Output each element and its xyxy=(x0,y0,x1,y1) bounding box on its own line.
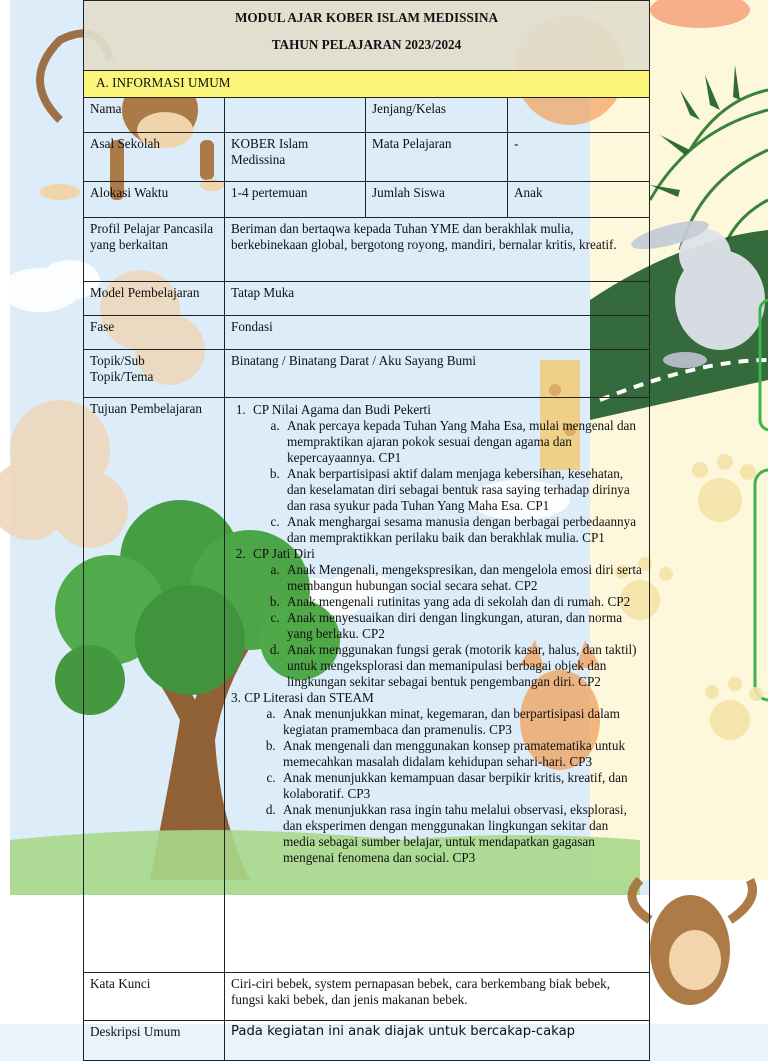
cp3-title: 3. CP Literasi dan STEAM xyxy=(231,690,374,705)
cp-list xyxy=(231,402,643,690)
topik-label xyxy=(84,350,225,398)
table-row xyxy=(84,1021,650,1061)
jumlah-siswa-value: Anak xyxy=(508,182,650,218)
cp2-sublist xyxy=(253,562,643,690)
cp1-sublist xyxy=(253,418,643,546)
list-item: a. Anak Mengenali, mengekspresikan, dan mengelola emosi diri serta membangun hubungan social secara sehat. CP2 xyxy=(283,562,643,594)
alokasi-waktu-value: 1-4 pertemuan xyxy=(225,182,366,218)
modul-ajar-document xyxy=(83,0,649,1061)
mata-pelajaran-label: Mata Pelajaran xyxy=(366,133,508,182)
table-row xyxy=(84,316,650,350)
topik-value: Binatang / Binatang Darat / Aku Sayang Bumi xyxy=(225,350,650,398)
jenjang-value xyxy=(508,98,650,133)
deskripsi-umum-label: Deskripsi Umum xyxy=(84,1021,225,1061)
title-line-2: TAHUN PELAJARAN 2023/2024 xyxy=(271,37,462,52)
list-item: b. Anak mengenali dan menggunakan konsep pramatematika untuk memecahkan masalah didalam kehidupan sehari-hari. CP3 xyxy=(279,738,643,770)
cp3-sublist xyxy=(231,706,643,866)
title-line-1: MODUL AJAR KOBER ISLAM MEDISSINA xyxy=(234,10,499,25)
list-item: b. Anak mengenali rutinitas yang ada di sekolah dan di rumah. CP2 xyxy=(283,594,643,610)
cp1-title: CP Nilai Agama dan Budi Pekerti xyxy=(253,402,431,417)
list-item: c. Anak menyesuaikan diri dengan lingkungan, aturan, dan norma yang berlaku. CP2 xyxy=(283,610,643,642)
table-row xyxy=(84,218,650,282)
asal-sekolah-label: Asal Sekolah xyxy=(84,133,225,182)
table-row xyxy=(84,398,650,973)
table-row xyxy=(84,133,650,182)
table-row xyxy=(84,98,650,133)
section-a-row xyxy=(84,71,650,98)
modul-table xyxy=(83,0,650,1061)
nama-label: Nama xyxy=(84,98,225,133)
model-pembelajaran-label: Model Pembelajaran xyxy=(84,282,225,316)
model-pembelajaran-value: Tatap Muka xyxy=(225,282,650,316)
deskripsi-umum-value: Pada kegiatan ini anak diajak untuk bercakap-cakap xyxy=(225,1021,650,1061)
list-item: a. Anak menunjukkan minat, kegemaran, dan berpartisipasi dalam kegiatan pramembaca dan pramenulis. CP3 xyxy=(279,706,643,738)
asal-sekolah-value: KOBER Islam Medissina xyxy=(225,133,366,182)
profil-pelajar-label: Profil Pelajar Pancasila yang berkaitan xyxy=(84,218,225,282)
table-row xyxy=(84,282,650,316)
list-item: d. Anak menunjukkan rasa ingin tahu melalui observasi, eksplorasi, dan eksperimen dengan menggunakan lingkungan sekitar dan media sebagai sumber belajar, untuk mendapatkan gagasan mengenai fenomena dan social. CP3 xyxy=(279,802,643,866)
kata-kunci-value: Ciri-ciri bebek, system pernapasan bebek, cara berkembang biak bebek, fungsi kaki bebek, dan jenis makanan bebek. xyxy=(225,973,650,1021)
kata-kunci-label: Kata Kunci xyxy=(84,973,225,1021)
list-item: a. Anak percaya kepada Tuhan Yang Maha Esa, mulai mengenal dan mempraktikan ajaran pokok sesuai dengan agama dan kepercayaannya. CP1 xyxy=(283,418,643,466)
jumlah-siswa-label: Jumlah Siswa xyxy=(366,182,508,218)
profil-pelajar-value: Beriman dan bertaqwa kepada Tuhan YME dan berakhlak mulia, berkebinekaan global, bergotong royong, mandiri, bernalar kritis, kreatif. xyxy=(225,218,650,282)
tujuan-pembelajaran-label: Tujuan Pembelajaran xyxy=(84,398,225,973)
mata-pelajaran-value: - xyxy=(508,133,650,182)
fase-label: Fase xyxy=(84,316,225,350)
tujuan-pembelajaran-value xyxy=(225,398,650,973)
jenjang-label: Jenjang/Kelas xyxy=(366,98,508,133)
fase-value: Fondasi xyxy=(225,316,650,350)
topik-label-line-2: Topik/Tema xyxy=(90,369,154,384)
topik-label-line-1: Topik/Sub xyxy=(90,353,145,368)
list-item: c. Anak menghargai sesama manusia dengan berbagai perbedaannya dan mempraktikkan perilaku baik dan berakhlak mulia. CP1 xyxy=(283,514,643,546)
list-item: c. Anak menunjukkan kemampuan dasar berpikir kritis, kreatif, dan kolaboratif. CP3 xyxy=(279,770,643,802)
list-item: d. Anak menggunakan fungsi gerak (motorik kasar, halus, dan taktil) untuk mengeksplorasi dan memanipulasi berbagai objek dan lingkungan sekitar sebagai bentuk pengembangan diri. CP2 xyxy=(283,642,643,690)
cp1-item xyxy=(249,402,643,546)
nama-value xyxy=(225,98,366,133)
list-item: b. Anak berpartisipasi aktif dalam menjaga kebersihan, kesehatan, dan keselamatan diri sebagai bentuk rasa saying terhadap dirinya dan rasa syukur pada Tuhan Yang Maha Esa. CP1 xyxy=(283,466,643,514)
table-row xyxy=(84,182,650,218)
cp2-title: CP Jati Diri xyxy=(253,546,315,561)
document-title xyxy=(84,1,650,71)
cp2-item xyxy=(249,546,643,690)
title-row xyxy=(84,1,650,71)
alokasi-waktu-label: Alokasi Waktu xyxy=(84,182,225,218)
section-a-heading: A. INFORMASI UMUM xyxy=(84,71,650,98)
table-row xyxy=(84,973,650,1021)
table-row xyxy=(84,350,650,398)
